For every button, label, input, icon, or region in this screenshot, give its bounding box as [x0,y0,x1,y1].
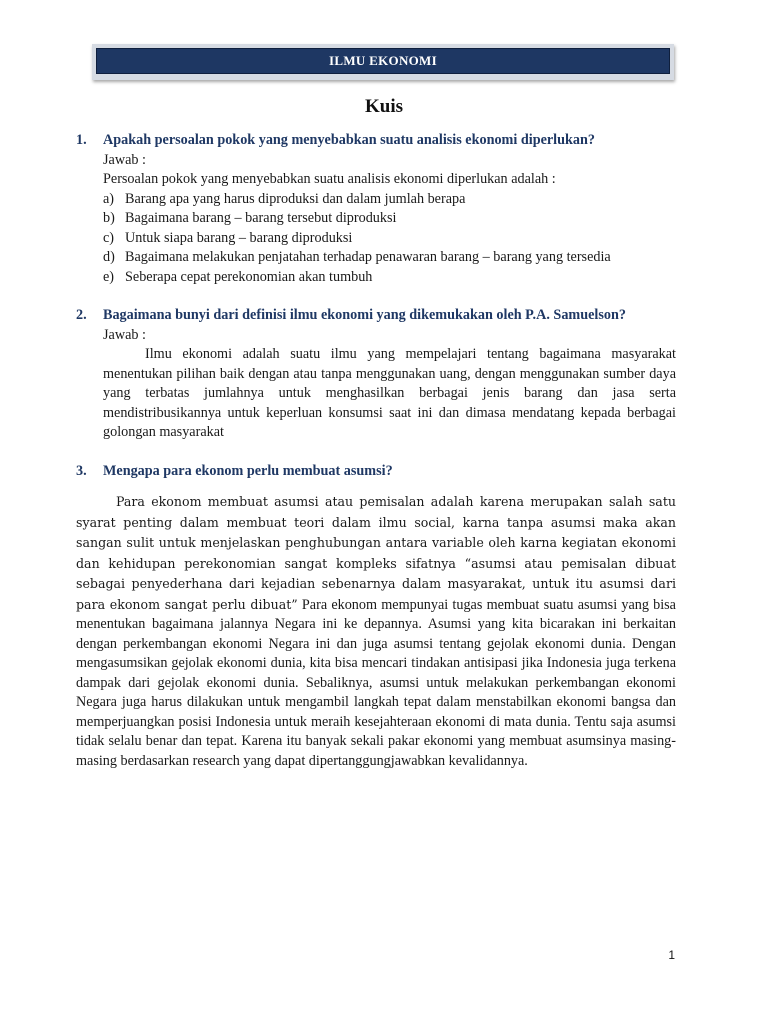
question-1 [76,131,676,151]
answer-label: Jawab : [103,151,146,168]
document-title: Kuis [364,96,404,117]
header-banner [92,44,674,80]
option-letter: a) [103,190,115,207]
question-number: 3. [76,462,87,479]
question-text: Bagaimana bunyi dari definisi ilmu ekonomi yang dikemukakan oleh P.A. Samuelson? [103,307,626,323]
header-bar [96,48,670,74]
option-letter: c) [103,229,115,246]
option-text: Bagaimana melakukan penjatahan terhadap penawaran barang – barang yang tersedia [125,249,611,265]
answer-paragraph [76,492,676,771]
option-letter: d) [103,249,115,265]
document-body [76,131,676,771]
answer-label: Jawab : [103,326,146,343]
answer-option [103,209,676,229]
answer-text-part2: Para ekonom mempunyai tugas membuat suatu asumsi yang bisa menentukan bagaimana jalannya Negara ini ke depannya. Asumsi yang kita bicarakan ini berkaitan dengan perkembangan ekonomi Negara ini dan juga asumsi tentang gejolak ekonomi dunia. Dengan mengasumsikan gejolak ekonomi dunia, kita bisa mencari tindakan antisipasi jika Indonesia juga terkena dampak dari gejolak ekonomi dunia. Sebaliknya, asumsi untuk melakukan perkembangan ekonomi Negara juga harus dilakukan untuk mengambil langkah tepat dalam menstabilkan ekonomi bangsa dan memperjuangkan posisi Indonesia untuk meraih kesejahteraan ekonomi di mata dunia. Tentu saja asumsi tidak selalu benar dan tepat. Karena itu banyak sekali pakar ekonomi yang membuat asumsinya masing-masing berdasarkan research yang dapat dipertanggungjawabkan kevalidannya. [76,596,676,769]
option-text: Bagaimana barang – barang tersebut diproduksi [125,210,397,226]
option-letter: e) [103,268,115,285]
answer-option [103,229,676,249]
option-text: Barang apa yang harus diproduksi dan dalam jumlah berapa [125,190,466,207]
question-2 [76,306,676,326]
page-number: 1 [668,948,675,962]
header-title: ILMU EKONOMI [329,53,437,68]
option-letter: b) [103,210,115,226]
question-number: 2. [76,307,87,323]
answer-paragraph: Ilmu ekonomi adalah suatu ilmu yang mempelajari tentang bagaimana masyarakat menentukan pilihan baik dengan atau tanpa menggunakan uang, dengan menggunakan sumber daya yang terbatas jumlahnya untuk menghasilkan berbagai jenis barang dan jasa serta mendistribusikannya untuk keperluan konsumsi saat ini dan dimasa mendatang kepada berbagai golongan masyarakat [103,346,676,440]
question-number: 1. [76,132,87,148]
question-text: Mengapa para ekonom perlu membuat asumsi? [103,462,393,479]
answer-text-part1: Para ekonom membuat asumsi atau pemisalan adalah karena merupakan salah satu syarat penting dalam membuat teori dalam ilmu social, karna tanpa asumsi maka akan sangan sulit untuk menjelaskan penghubungan antara variable oleh karna kegiatan ekonomi dan kehidupan perekonomian sangat kompleks sifatnya “asumsi atau pemisalan dibuat sebagai penyederhana dari kejadian sebenarnya dalam masyarakat, untuk itu asumsi dari para ekonom sangat perlu dibuat” [76,494,676,612]
question-3 [76,462,676,482]
answer-intro: Persoalan pokok yang menyebabkan suatu analisis ekonomi diperlukan adalah : [103,171,556,187]
answer-option [103,248,676,268]
option-text: Seberapa cepat perekonomian akan tumbuh [125,268,373,285]
option-text: Untuk siapa barang – barang diproduksi [125,229,353,246]
answer-option [103,190,676,210]
answer-option [103,268,676,288]
question-text: Apakah persoalan pokok yang menyebabkan suatu analisis ekonomi diperlukan? [103,132,595,148]
